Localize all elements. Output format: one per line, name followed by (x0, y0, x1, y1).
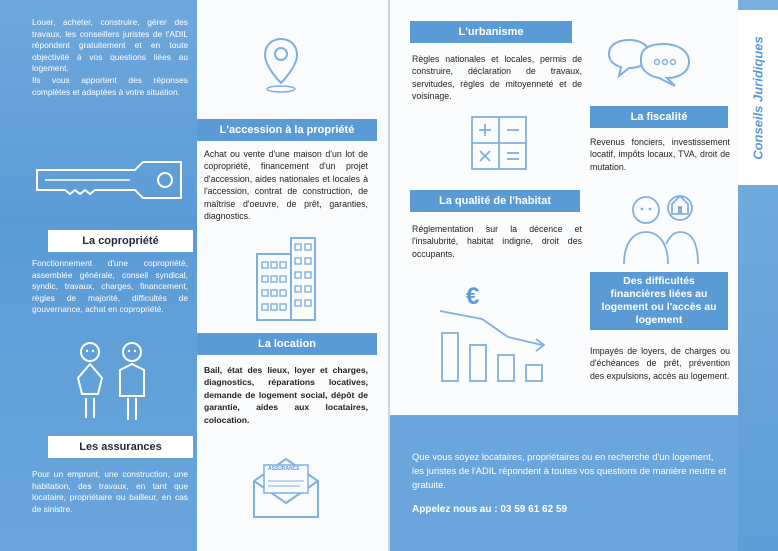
fiscalite-text: Revenus fonciers, investissement locatif, impôts locaux, TVA, droit de mutation. (590, 137, 730, 172)
side-title-box (738, 10, 778, 185)
calculator-icon (470, 115, 528, 171)
envelope-icon (250, 455, 322, 521)
location-pin-icon (261, 35, 301, 97)
key-icon (35, 150, 185, 210)
difficultes-title: Des difficultés financières liées au logement ou l'accès au logement (590, 272, 728, 330)
phone-call: Appelez nous au : 03 59 61 62 59 (412, 504, 568, 515)
envelope-label: ASSURANCE (268, 466, 300, 472)
bottom-text: Que vous soyez locataires, propriétaires ou en recherche d'un logement, les juristes de l'ADIL répondent à toutes vos questions de manière neutre et gratuite. (412, 451, 727, 490)
urbanisme-title: L'urbanisme (410, 21, 572, 43)
euro-decline-icon (438, 283, 558, 383)
assurances-title: Les assurances (48, 436, 193, 458)
copro-title: La copropriété (48, 230, 193, 252)
building-icon (253, 236, 319, 322)
assurances-text: Pour un emprunt, une construction, une habitation, des travaux, en tant que locataire, propriétaire ou bailleur, en cas de sinistre. (32, 469, 188, 514)
urbanisme-text: Règles nationales et locales, permis de construire, déclaration de travaux, servitudes, règles de mitoyenneté et de voisinage. (412, 54, 582, 102)
intro-block (32, 17, 188, 98)
copro-text: Fonctionnement d'une copropriété, assemblée générale, conseil syndical, syndic, travaux, charges, financement, règles de majorité, difficultés de gouvernance, achat en copropriété. (32, 258, 188, 315)
fiscalite-title: La fiscalité (590, 106, 728, 128)
euro-symbol: € (466, 283, 480, 310)
intro-paragraph-1: Louer, acheter, construire, gérer des travaux, les conseillers juristes de l'ADIL répondent gratuitement et en toute objectivité à vos questions liées au logement. (32, 17, 188, 74)
intro-paragraph-2: Ils vous apportent des réponses complètes et adaptées à votre situation. (32, 74, 188, 97)
location-text: Bail, état des lieux, loyer et charges, diagnostics, réparations locatives, demande de logement social, dépôt de garantie, aides aux locataires, colocation. (204, 365, 368, 425)
qualite-text: Réglementation sur la décence et l'insalubrité, habitat indigne, droit des occupants. (412, 224, 582, 259)
side-title: Conseils Juridiques (750, 35, 766, 160)
acces-title: L'accession à la propriété (197, 119, 377, 141)
acces-text: Achat ou vente d'une maison d'un lot de copropriété, financement d'un projet d'accession, aides nationales et locales à l'accession, contrat de construction, de maîtrise d'oeuvre, de prêt, garanties, diagnostics. (204, 149, 368, 222)
qualite-title: La qualité de l'habitat (410, 190, 580, 212)
location-title: La location (197, 333, 377, 355)
couple-icon (70, 338, 160, 424)
chat-bubbles-icon (605, 36, 695, 90)
difficultes-text: Impayés de loyers, de charges ou d'échéances de prêt, prévention des expulsions, accès au logement. (590, 346, 730, 381)
family-house-icon (622, 182, 702, 266)
